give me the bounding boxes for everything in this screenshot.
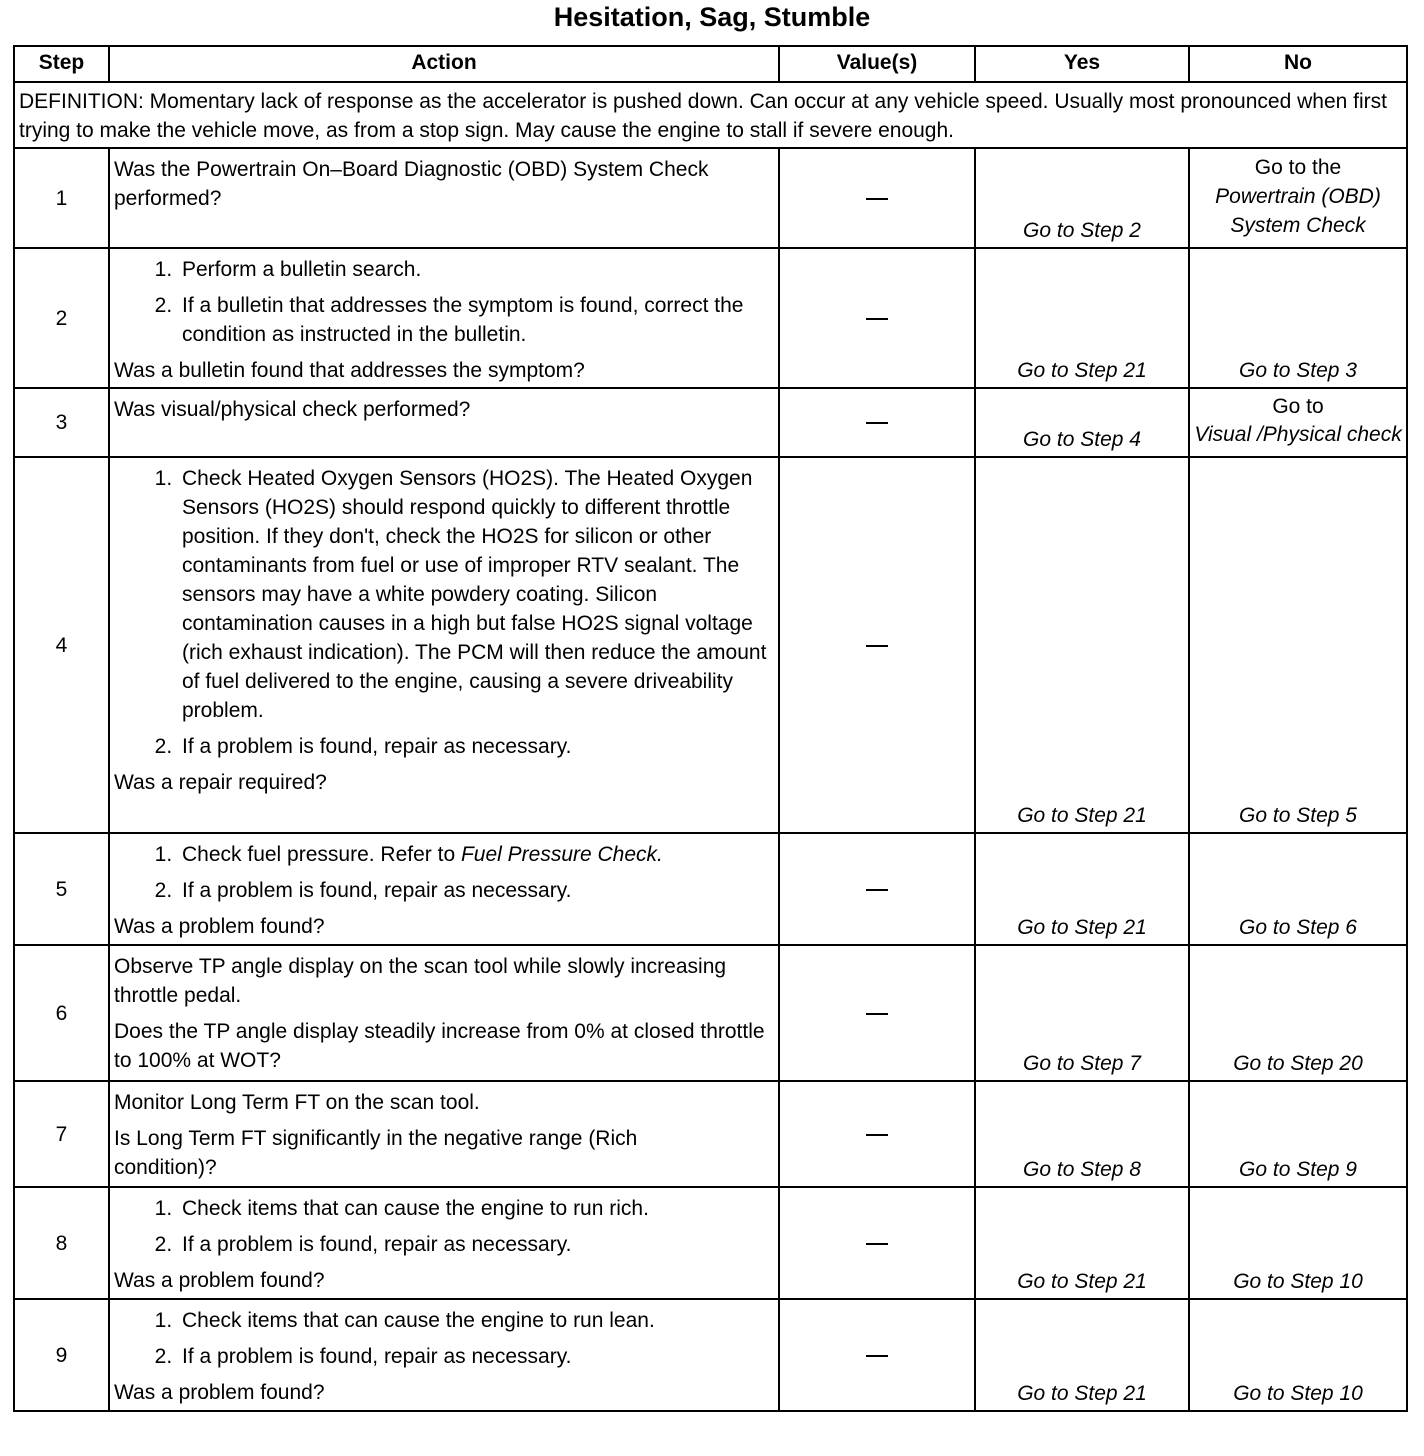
dash-mark bbox=[866, 1134, 888, 1136]
dash-mark bbox=[866, 318, 888, 320]
action-question: Was a problem found? bbox=[114, 915, 325, 938]
no-link: Powertrain (OBD) System Check bbox=[1215, 185, 1381, 237]
header-row bbox=[14, 46, 1407, 82]
no-cell bbox=[1189, 388, 1407, 457]
no-link: Visual /Physical check bbox=[1194, 423, 1402, 446]
list-item: 2. If a problem is found, repair as necessary. bbox=[178, 1342, 772, 1371]
action-cell bbox=[109, 388, 779, 457]
step-number: 6 bbox=[14, 945, 109, 1081]
dash-mark bbox=[866, 889, 888, 891]
table-row bbox=[14, 1299, 1407, 1411]
yes-cell: Go to Step 8 bbox=[975, 1081, 1189, 1187]
no-cell: Go to Step 9 bbox=[1189, 1081, 1407, 1187]
list-item: 1. Check Heated Oxygen Sensors (HO2S). The Heated Oxygen Sensors (HO2S) should respond quickly to different throttle position. If they don't, check the HO2S for silicon or other contaminants from fuel or use of improper RTV sealant. The sensors may have a white powdery coating. Silicon contamination causes in a high but false HO2S signal voltage (rich exhaust indication). The PCM will then reduce the amount of fuel delivered to the engine, causing a severe driveability problem. bbox=[178, 464, 772, 725]
fuel-pressure-link: Fuel Pressure Check. bbox=[460, 843, 663, 866]
step-number: 8 bbox=[14, 1187, 109, 1299]
action-question: Was a repair required? bbox=[114, 771, 327, 794]
definition-row bbox=[14, 82, 1407, 148]
yes-cell: Go to Step 21 bbox=[975, 1299, 1189, 1411]
no-prefix: Go to bbox=[1272, 395, 1324, 418]
step-number: 2 bbox=[14, 248, 109, 388]
table-row bbox=[14, 833, 1407, 945]
table-row bbox=[14, 248, 1407, 388]
list-item: 1. Perform a bulletin search. bbox=[178, 255, 772, 284]
yes-cell: Go to Step 21 bbox=[975, 833, 1189, 945]
definition-text: DEFINITION: Momentary lack of response as the accelerator is pushed down. Can occur at any vehicle speed. Usually most pronounced when first trying to make the vehicle move, as from a stop sign. May cause the engine to stall if severe enough. bbox=[14, 82, 1407, 148]
action-cell bbox=[109, 833, 779, 945]
action-cell bbox=[109, 148, 779, 248]
list-item: 2. If a bulletin that addresses the symptom is found, correct the condition as instructed in the bulletin. bbox=[178, 291, 772, 349]
no-cell: Go to Step 6 bbox=[1189, 833, 1407, 945]
list-item: 1. Check items that can cause the engine to run lean. bbox=[178, 1306, 772, 1335]
value-cell bbox=[779, 945, 975, 1081]
value-cell bbox=[779, 1081, 975, 1187]
value-cell bbox=[779, 1299, 975, 1411]
header-yes: Yes bbox=[975, 46, 1189, 82]
action-text: Was visual/physical check performed? bbox=[114, 398, 471, 421]
list-item: 1. Check items that can cause the engine to run rich. bbox=[178, 1194, 772, 1223]
dash-mark bbox=[866, 1355, 888, 1357]
action-question: Does the TP angle display steadily increase from 0% at closed throttle to 100% at WOT? bbox=[114, 1020, 765, 1072]
header-action: Action bbox=[109, 46, 779, 82]
header-step: Step bbox=[14, 46, 109, 82]
table-row bbox=[14, 457, 1407, 833]
diagnostic-table bbox=[13, 45, 1408, 1412]
value-cell bbox=[779, 833, 975, 945]
action-question: Was a problem found? bbox=[114, 1381, 325, 1404]
dash-mark bbox=[866, 1243, 888, 1245]
action-cell bbox=[109, 248, 779, 388]
action-cell bbox=[109, 1299, 779, 1411]
value-cell bbox=[779, 148, 975, 248]
action-cell bbox=[109, 1081, 779, 1187]
yes-cell: Go to Step 2 bbox=[975, 148, 1189, 248]
list-item: 2. If a problem is found, repair as necessary. bbox=[178, 876, 772, 905]
no-cell: Go to Step 10 bbox=[1189, 1299, 1407, 1411]
dash-mark bbox=[866, 422, 888, 424]
dash-mark bbox=[866, 198, 888, 200]
value-cell bbox=[779, 457, 975, 833]
step-number: 1 bbox=[14, 148, 109, 248]
yes-cell: Go to Step 7 bbox=[975, 945, 1189, 1081]
no-text bbox=[1190, 393, 1406, 421]
page-title: Hesitation, Sag, Stumble bbox=[553, 2, 871, 32]
step-number: 3 bbox=[14, 388, 109, 457]
dash-mark bbox=[866, 1013, 888, 1015]
table-row bbox=[14, 388, 1407, 457]
action-question: Was a bulletin found that addresses the symptom? bbox=[114, 359, 585, 382]
step-number: 5 bbox=[14, 833, 109, 945]
yes-cell: Go to Step 21 bbox=[975, 457, 1189, 833]
no-cell bbox=[1189, 148, 1407, 248]
header-no: No bbox=[1189, 46, 1407, 82]
no-cell: Go to Step 20 bbox=[1189, 945, 1407, 1081]
action-cell bbox=[109, 457, 779, 833]
table-row bbox=[14, 148, 1407, 248]
no-cell: Go to Step 3 bbox=[1189, 248, 1407, 388]
item-text: Check fuel pressure. Refer to bbox=[182, 843, 461, 866]
action-text: Was the Powertrain On–Board Diagnostic (OBD) System Check performed? bbox=[114, 158, 709, 210]
yes-cell: Go to Step 21 bbox=[975, 1187, 1189, 1299]
value-cell bbox=[779, 388, 975, 457]
step-number: 9 bbox=[14, 1299, 109, 1411]
yes-cell: Go to Step 21 bbox=[975, 248, 1189, 388]
list-item bbox=[178, 840, 772, 869]
action-text: Observe TP angle display on the scan tool while slowly increasing throttle pedal. bbox=[114, 955, 727, 1007]
dash-mark bbox=[866, 645, 888, 647]
no-cell: Go to Step 10 bbox=[1189, 1187, 1407, 1299]
value-cell bbox=[779, 248, 975, 388]
action-question: Is Long Term FT significantly in the negative range (Rich condition)? bbox=[114, 1127, 638, 1179]
step-number: 7 bbox=[14, 1081, 109, 1187]
action-question: Was a problem found? bbox=[114, 1269, 325, 1292]
action-cell bbox=[109, 1187, 779, 1299]
table-row bbox=[14, 1081, 1407, 1187]
list-item: 2. If a problem is found, repair as necessary. bbox=[178, 1230, 772, 1259]
no-cell: Go to Step 5 bbox=[1189, 457, 1407, 833]
action-cell bbox=[109, 945, 779, 1081]
header-values: Value(s) bbox=[779, 46, 975, 82]
step-number: 4 bbox=[14, 457, 109, 833]
value-cell bbox=[779, 1187, 975, 1299]
list-item: 2. If a problem is found, repair as necessary. bbox=[178, 732, 772, 761]
yes-cell: Go to Step 4 bbox=[975, 388, 1189, 457]
no-text: Go to the bbox=[1254, 156, 1342, 179]
table-row bbox=[14, 945, 1407, 1081]
action-text: Monitor Long Term FT on the scan tool. bbox=[114, 1091, 480, 1114]
table-row bbox=[14, 1187, 1407, 1299]
